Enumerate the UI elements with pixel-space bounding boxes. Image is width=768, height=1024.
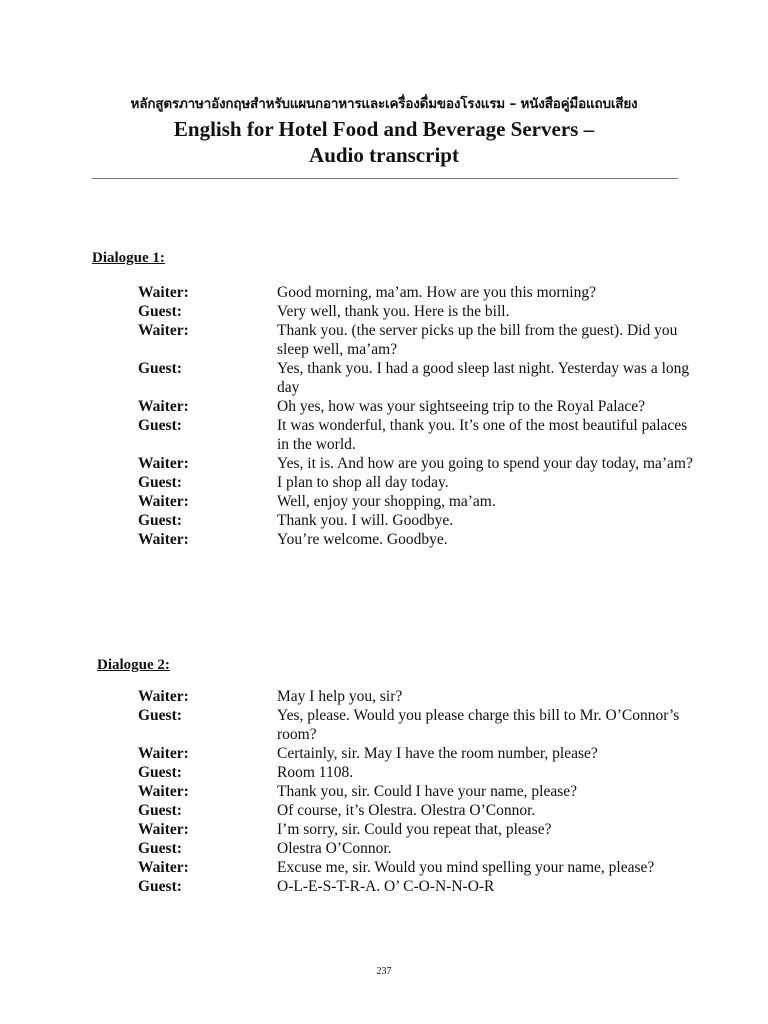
speaker-label: Waiter:	[138, 284, 189, 301]
speaker-label: Waiter:	[138, 322, 189, 339]
dialogue-line	[138, 687, 698, 706]
thai-title: หลักสูตรภาษาอังกฤษสำหรับแผนกอาหารและเครื่องดื่มของโรงแรม – หนังสือคู่มือแถบเสียง	[130, 96, 638, 112]
speaker-label: Guest:	[138, 764, 182, 781]
dialogue-line	[138, 416, 698, 454]
page-number: 237	[376, 966, 392, 977]
speaker-label: Guest:	[138, 512, 182, 529]
dialogue-text: Thank you. (the server picks up the bill from the guest). Did you sleep well, ma’am?	[277, 322, 678, 358]
speaker-label: Guest:	[138, 360, 182, 377]
dialogue-line	[138, 511, 698, 530]
speaker-label: Guest:	[138, 303, 182, 320]
dialogue-line	[138, 454, 698, 473]
speaker-label: Waiter:	[138, 398, 189, 415]
title-line-1: English for Hotel Food and Beverage Servers –	[173, 117, 595, 141]
dialogue-text: Certainly, sir. May I have the room number, please?	[277, 745, 598, 762]
dialogue-line	[138, 473, 698, 492]
dialogue-text: Thank you. I will. Goodbye.	[277, 512, 454, 529]
dialogue-line	[138, 820, 698, 839]
speaker-label: Waiter:	[138, 745, 189, 762]
speaker-label: Waiter:	[138, 783, 189, 800]
dialogue-text: Good morning, ma’am. How are you this morning?	[277, 284, 596, 301]
dialogue-text: You’re welcome. Goodbye.	[277, 531, 448, 548]
dialogue-text: Thank you, sir. Could I have your name, please?	[277, 783, 578, 800]
dialogue-1	[138, 283, 698, 549]
title-line-2: Audio transcript	[309, 143, 459, 167]
dialogue-2-heading: Dialogue 2:	[97, 657, 170, 673]
speaker-label: Guest:	[138, 840, 182, 857]
dialogue-line	[138, 302, 698, 321]
dialogue-1-heading: Dialogue 1:	[92, 250, 165, 266]
dialogue-text: Room 1108.	[277, 764, 354, 781]
dialogue-line	[138, 858, 698, 877]
dialogue-line	[138, 492, 698, 511]
dialogue-text: Olestra O’Connor.	[277, 840, 392, 857]
speaker-label: Waiter:	[138, 821, 189, 838]
speaker-label: Guest:	[138, 474, 182, 491]
dialogue-line	[138, 782, 698, 801]
speaker-label: Waiter:	[138, 493, 189, 510]
dialogue-line	[138, 321, 698, 359]
dialogue-text: Oh yes, how was your sightseeing trip to the Royal Palace?	[277, 398, 646, 415]
speaker-label: Waiter:	[138, 859, 189, 876]
speaker-label: Waiter:	[138, 455, 189, 472]
dialogue-line	[138, 283, 698, 302]
dialogue-line	[138, 877, 698, 896]
speaker-label: Waiter:	[138, 688, 189, 705]
dialogue-line	[138, 359, 698, 397]
dialogue-2	[138, 687, 698, 896]
dialogue-line	[138, 744, 698, 763]
speaker-label: Guest:	[138, 417, 182, 434]
dialogue-text: Well, enjoy your shopping, ma’am.	[277, 493, 496, 510]
dialogue-text: Yes, it is. And how are you going to spend your day today, ma’am?	[277, 455, 693, 472]
dialogue-line	[138, 706, 698, 744]
speaker-label: Guest:	[138, 878, 182, 895]
page-title	[0, 116, 768, 168]
dialogue-line	[138, 839, 698, 858]
speaker-label: Guest:	[138, 802, 182, 819]
dialogue-text: O-L-E-S-T-R-A. O’ C-O-N-N-O-R	[277, 878, 495, 895]
dialogue-text: Excuse me, sir. Would you mind spelling your name, please?	[277, 859, 655, 876]
dialogue-line	[138, 530, 698, 549]
dialogue-text: Very well, thank you. Here is the bill.	[277, 303, 510, 320]
dialogue-text: Of course, it’s Olestra. Olestra O’Connor.	[277, 802, 536, 819]
speaker-label: Waiter:	[138, 531, 189, 548]
dialogue-line	[138, 397, 698, 416]
dialogue-text: May I help you, sir?	[277, 688, 403, 705]
dialogue-text: I’m sorry, sir. Could you repeat that, please?	[277, 821, 552, 838]
dialogue-text: Yes, please. Would you please charge this bill to Mr. O’Connor’s room?	[277, 707, 680, 743]
header-divider	[92, 178, 678, 179]
dialogue-text: It was wonderful, thank you. It’s one of the most beautiful palaces in the world.	[277, 417, 688, 453]
dialogue-line	[138, 763, 698, 782]
dialogue-text: Yes, thank you. I had a good sleep last night. Yesterday was a long day	[277, 360, 690, 396]
dialogue-line	[138, 801, 698, 820]
dialogue-text: I plan to shop all day today.	[277, 474, 449, 491]
speaker-label: Guest:	[138, 707, 182, 724]
